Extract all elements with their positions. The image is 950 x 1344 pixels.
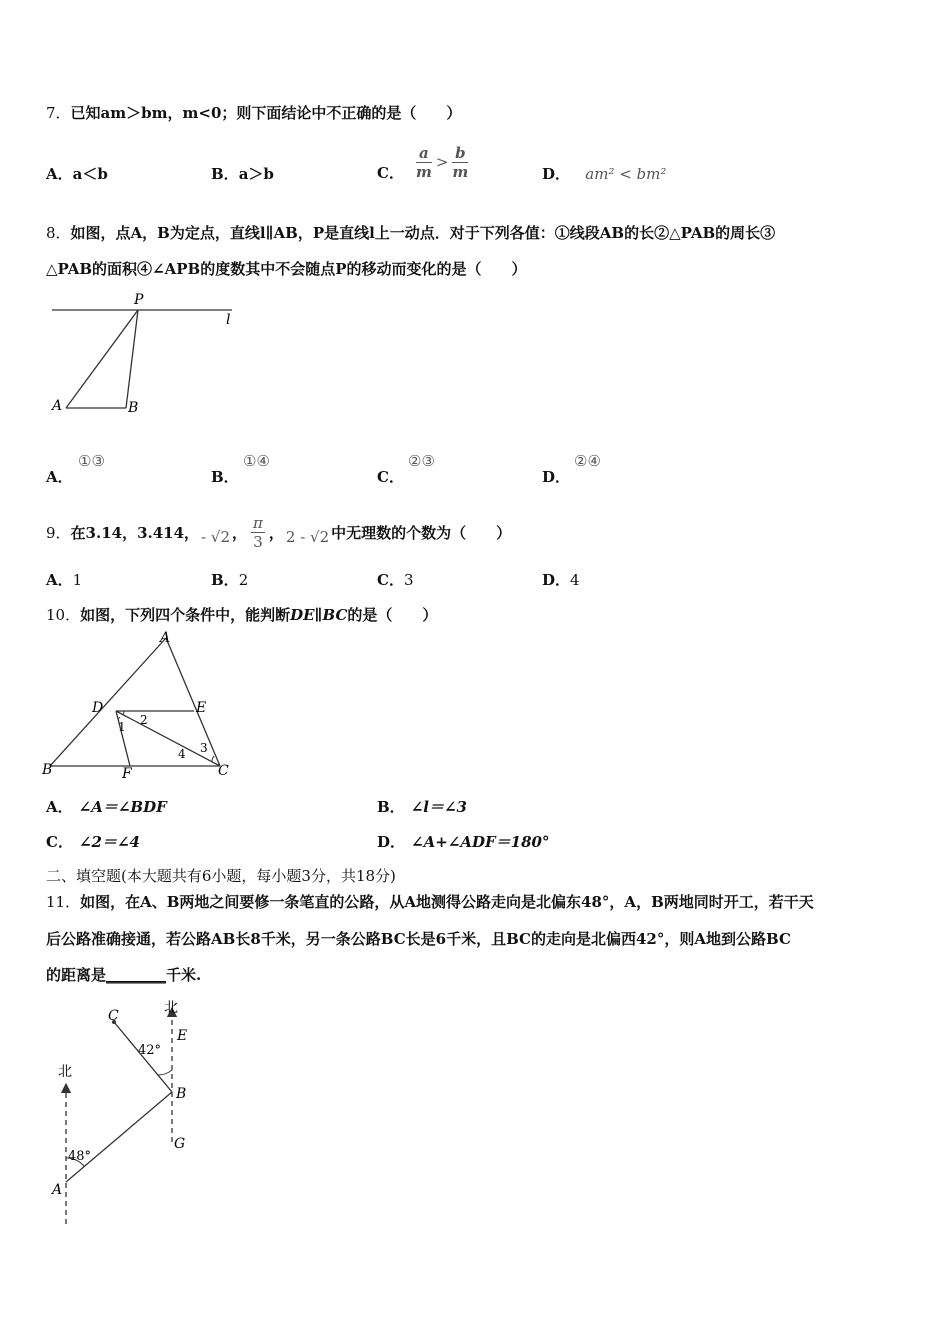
q8-option-d-value: ②④ <box>574 452 601 470</box>
q10-figure <box>40 628 250 788</box>
q11-stem-line1: 11．如图，在A、B两地之间要修一条笔直的公路，从A地测得公路走向是北偏东48°，A，B两地同时开工，若干天 <box>46 893 814 911</box>
q8-option-a[interactable]: A． <box>46 468 73 486</box>
angle-42: 42° <box>138 1043 162 1058</box>
q9-pi-over-3: $\frac{\pi}{3}$ <box>253 513 263 551</box>
q8-option-b[interactable]: B． <box>211 468 239 486</box>
north-label-a: 北 <box>58 1064 72 1080</box>
q10-option-b[interactable]: B． ∠l＝∠3 <box>377 798 467 816</box>
q10-option-a[interactable]: A． ∠A＝∠BDF <box>46 798 167 816</box>
label-b: B <box>176 1086 187 1102</box>
q11-stem-line2: 后公路准确接通，若公路AB长8千米，另一条公路BC长是6千米，且BC的走向是北偏西42°，则A地到公路BC <box>46 930 791 948</box>
q10-option-c[interactable]: C． ∠2＝∠4 <box>46 833 140 851</box>
label-a: A <box>52 1182 63 1198</box>
q7-stem <box>46 102 461 123</box>
q7-option-d[interactable]: D． am² < bm² <box>542 165 667 183</box>
label-c: C <box>108 1008 119 1024</box>
q7-stem-text: 已知am＞bm，m<0；则下面结论中不正确的是（ ） <box>70 104 462 122</box>
q9-stem: 9． 在3.14，3.414， - √2 ， $\frac{\pi}{3}$ ， 2 - √2 中无理数的个数为（ ） <box>46 513 512 551</box>
label-e: E <box>177 1028 188 1044</box>
label-p: P <box>134 292 144 308</box>
section-2-title: 二、填空题(本大题共有6小题，每小题3分，共18分) <box>46 867 396 885</box>
q11-stem-line3: 的距离是________千米. <box>46 966 202 984</box>
label-b: B <box>42 762 53 778</box>
q8-option-c[interactable]: C． <box>377 468 404 486</box>
label-2: 2 <box>140 713 148 727</box>
q11-figure <box>40 992 220 1232</box>
q9-two-minus-sqrt2: 2 - √2 <box>285 528 330 546</box>
q7-option-a[interactable]: A．a＜b <box>46 165 108 183</box>
label-l: l <box>226 312 231 328</box>
q10-option-d[interactable]: D． ∠A+∠ADF＝180° <box>377 833 550 851</box>
label-3: 3 <box>200 741 208 755</box>
q8-stem-line2: △PAB的面积④∠APB的度数其中不会随点P的移动而变化的是（ ） <box>46 260 527 278</box>
q7-option-b[interactable]: B．a＞b <box>211 165 274 183</box>
q10-stem: 10．如图，下列四个条件中，能判断DE∥BC的是（ ） <box>46 606 438 624</box>
label-c: C <box>218 763 229 779</box>
label-1: 1 <box>118 720 126 734</box>
q11-answer-blank[interactable]: ________ <box>106 966 167 984</box>
q9-neg-sqrt2: - √2 <box>201 528 231 546</box>
q7-fraction-a-over-m: $\frac{a}{m}$ <box>415 143 432 181</box>
label-f: F <box>122 766 132 782</box>
q9-option-b[interactable]: B．2 <box>211 571 249 589</box>
q9-option-c[interactable]: C．3 <box>377 571 414 589</box>
label-a: A <box>52 398 63 414</box>
label-a: A <box>160 630 171 646</box>
label-d: D <box>92 700 104 716</box>
q9-option-a[interactable]: A．1 <box>46 571 83 589</box>
q8-option-b-value: ①④ <box>243 452 270 470</box>
label-e: E <box>196 700 207 716</box>
label-4: 4 <box>178 747 186 761</box>
q8-option-a-value: ①③ <box>78 452 105 470</box>
q8-stem-line1: 8．如图，点A，B为定点，直线l∥AB，P是直线l上一动点．对于下列各值：①线段AB的长②△PAB的周长③ <box>46 224 776 242</box>
q8-option-c-value: ②③ <box>408 452 435 470</box>
north-label-b: 北 <box>164 1000 178 1016</box>
label-g: G <box>174 1136 186 1152</box>
q8-option-d[interactable]: D． <box>542 468 571 486</box>
q7-fraction-b-over-m: $\frac{b}{m}$ <box>452 143 469 181</box>
q9-option-d[interactable]: D．4 <box>542 571 580 589</box>
angle-48: 48° <box>68 1149 92 1164</box>
q8-figure <box>40 288 250 418</box>
q7-number: 7． <box>46 104 71 122</box>
q7-option-c[interactable]: C． $\frac{a}{m}$ > $\frac{b}{m}$ <box>377 143 469 182</box>
label-b: B <box>128 400 139 416</box>
